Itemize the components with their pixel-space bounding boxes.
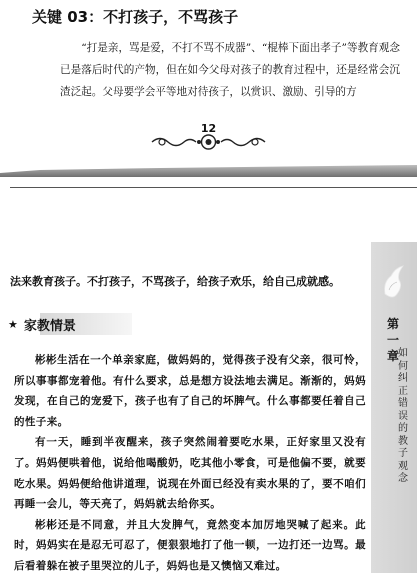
chapter-subtitle-char: 如 — [398, 348, 408, 359]
key-heading: 关键 03：不打孩子，不骂孩子 — [32, 8, 239, 26]
chapter-subtitle-char: 正 — [398, 385, 408, 397]
chapter-subtitle-char: 教 — [398, 435, 408, 447]
page-break-shadow — [0, 165, 417, 177]
chapter-subtitle-char: 错 — [398, 398, 408, 409]
chapter-subtitle — [395, 348, 411, 486]
bird-icon — [381, 264, 407, 304]
continuation-paragraph: 法来教育孩子。不打孩子，不骂孩子，给孩子欢乐，给自己成就感。 — [10, 275, 340, 288]
chapter-label-char: 一 — [386, 333, 399, 347]
chapter-label-char: 第 — [386, 317, 399, 331]
story-paragraph: 彬彬生活在一个单亲家庭，做妈妈的，觉得孩子没有父亲，很可怜，所以事事都宠着他。有什么要求，总是想方设法地去满足。渐渐的，妈妈发现，在自己的宠爱下，孩子也有了自己的坏脾气。什么事都要任着自己的性子来。 — [14, 354, 366, 428]
star-icon: ★ — [8, 317, 18, 331]
section-heading — [8, 313, 130, 335]
chapter-subtitle-char: 误 — [398, 410, 408, 422]
chapter-subtitle-char: 念 — [398, 473, 408, 484]
chapter-label-char: 章 — [386, 349, 399, 363]
chapter-subtitle-char: 子 — [398, 448, 408, 459]
chapter-side-tab — [371, 242, 417, 573]
page-ornament-icon — [150, 133, 267, 151]
page-break-line — [10, 187, 417, 188]
chapter-subtitle-char: 观 — [398, 460, 408, 472]
top-page — [0, 0, 417, 180]
page-number: 12 — [200, 122, 217, 135]
section-title: 家教情景 — [23, 318, 76, 334]
bottom-page — [0, 200, 417, 573]
story-paragraph: 有一天，睡到半夜醒来，孩子突然闹着要吃水果，正好家里又没有了。妈妈便哄着他，说给他喝酸奶，吃其他小零食，可是他偏不要，就要吃水果。妈妈便给他讲道理，说现在外面已经没有卖水果的了，要不咱们再睡一会儿，等天亮了，妈妈就去给你买。 — [14, 436, 366, 511]
chapter-subtitle-char: 何 — [398, 360, 408, 372]
chapter-subtitle-char: 的 — [398, 423, 408, 434]
story-text — [14, 350, 366, 577]
story-paragraph: 彬彬还是不同意，并且大发脾气，竟然变本加厉地哭喊了起来。此时，妈妈实在是忍无可忍了，便狠狠地打了他一顿，一边打还一边骂。最后看着躲在被子里哭泣的儿子，妈妈也是又懊恼又难过。 — [14, 518, 366, 572]
top-paragraph: “打是亲，骂是爱，不打不骂不成器”、“棍棒下面出孝子”等教育观念已是落后时代的产物，但在如今父母对孩子的教育过程中，还是经常会沉渣泛起。父母要学会平等地对待孩子，以赏识、激励、引导的方 — [60, 42, 400, 98]
chapter-subtitle-char: 纠 — [398, 373, 408, 384]
